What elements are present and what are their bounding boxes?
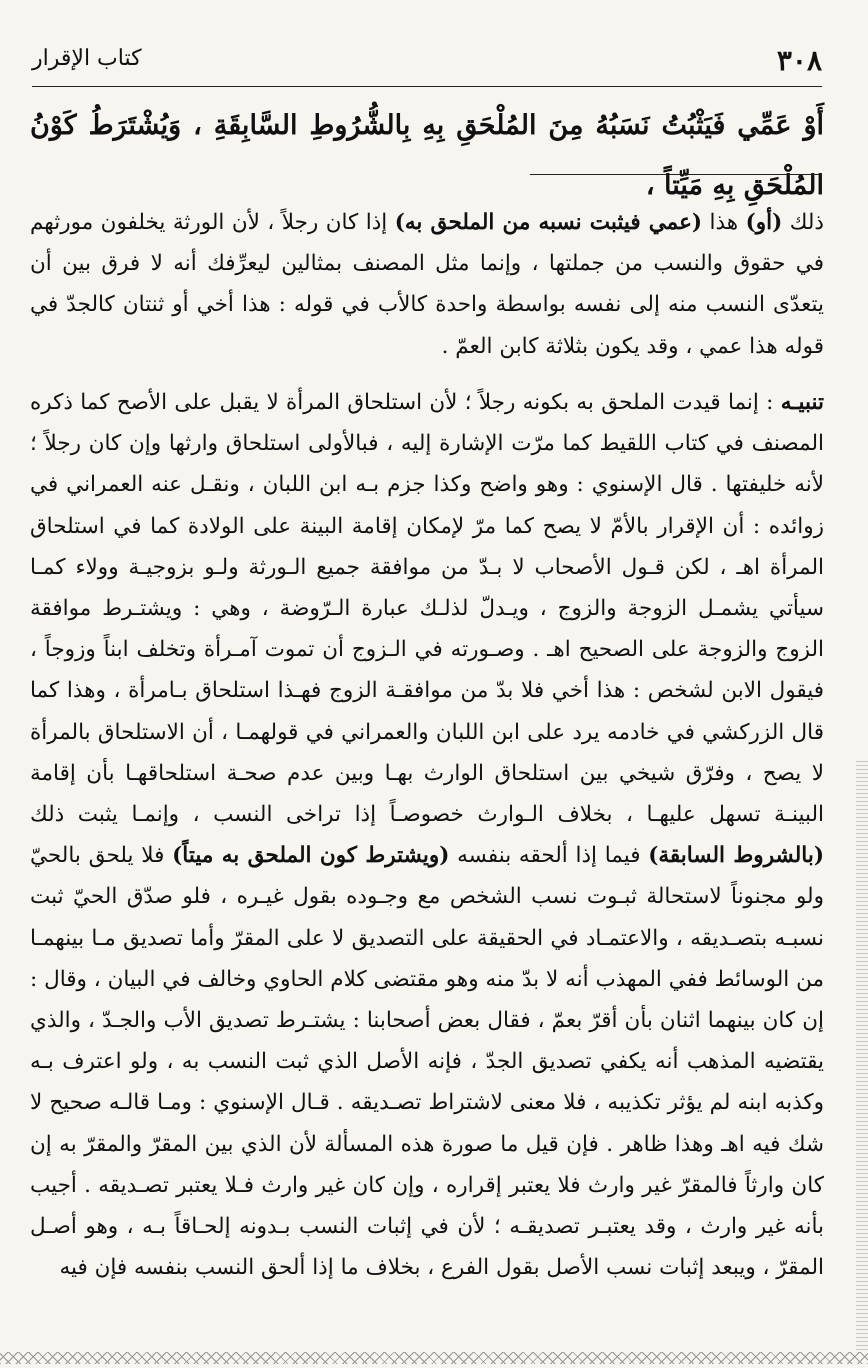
page-edge-shadow [856, 760, 868, 1350]
commentary-paragraph-2 [30, 382, 824, 1288]
bold-run: (بالشروط السابقة) [648, 843, 824, 869]
bold-run: (ويشترط كون الملحق به ميتاً) [172, 843, 450, 869]
page-number: ٣٠٨ [776, 44, 822, 77]
text-run: إذا كان رجلاً ، لأن الورثة يخلفون مورثهم في حقوق والنسب من جملتها ، وإنما مثل المصنف بمثالين ليعرِّفك أنه لا فرق بين أن يتعدّى النسب منه إلى نفسه بواسطة واحدة كالأب في قوله : هذا أخي أو ثنتان كالجدّ في قوله هذا عمي ، وقد يكون بثلاثة كابن العمّ . [30, 210, 824, 359]
commentary-paragraph-1 [30, 202, 824, 367]
text-run: فلا يلحق بالحيّ ولو مجنوناً لاستحالة ثبـوت نسب الشخص مع وجـوده بقول غيـره ، فلو صدّق الحيّ ثبت نسبـه بتصـديقه ، والاعتمـاد في الحقيقة على التصديق لا على المقرّ وأما تصديق مـا بينهمـا من الوسائط ففي المهذب أنه لا بدّ منه وهو مقتضى كلام الحاوي وخالف في البيان ، وقال : إن كان بينهما اثنان بأن أقرّ بعمّ ، فقال بعض أصحابنا : يشتـرط تصديق الأب والجـدّ ، والذي يقتضيه المذهب أنه يكفي تصديق الجدّ ، فإنه الأصل الذي ثبت النسب به ، ولو اعترف بـه وكذبه ابنه لم يؤثر تكذيبه ، فلا معنى لاشتراط تصـديقه . قـال الإسنوي : ومـا قالـه صحيح لا شك فيه اهـ وهذا ظاهر . فإن قيل ما صورة هذه المسألة لأن الذي بين المقرّ والمقرّ به إن كان وارثاً فالمقرّ غير وارث فلا يعتبر إقراره ، وإن كان غير وارث فـلا يعتبر تصـديقه . أجيب بأنه غير وارث ، وقد يعتبـر تصديقـه ؛ لأن في إثبات النسب بـدونه إلحـاقاً بـه ، وهو أصـل المقرّ ، ويبعد إثبات نسب الأصل بقول الفرع ، بخلاف ما إذا ألحق النسب بنفسه فإن فيه [30, 843, 824, 1281]
bold-run: (عمي فيثبت نسبه من الملحق به) [394, 210, 703, 235]
decorative-footer-border [0, 1352, 868, 1364]
page-header [32, 40, 822, 87]
book-title: كتاب الإقرار [32, 46, 142, 71]
text-run: ذلك [782, 210, 824, 235]
matn-divider [530, 174, 822, 175]
text-run: هذا [702, 210, 746, 235]
text-run: فيما إذا ألحقه بنفسه [449, 843, 649, 869]
matn-text: أَوْ عَمِّي فَيَثْبُتُ نَسَبُهُ مِنَ المُلْحَقِ بِهِ بِالشُّرُوطِ السَّابِقَةِ ، وَيُشْتَرَطُ كَوْنُ المُلْحَقِ بِهِ مَيِّتاً ، [30, 110, 824, 201]
text-run: : إنما قيدت الملحق به بكونه رجلاً ؛ لأن استلحاق المرأة لا يقبل على الأصح كما ذكره المصنف في كتاب اللقيط كما مرّت الإشارة إليه ، فبالأولى استلحاق وارثها وإن كان رجلاً ؛ لأنه خليفتها . قال الإسنوي : وهو واضح وكذا جزم بـه ابن اللبان ، ونقـل عنه العمراني في زوائده : أن الإقرار بالأمّ لا يصح كما مرّ لإمكان إقامة البينة على الولادة كما في استلحاق المرأة اهـ ، لكن قـول الأصحاب لا بـدّ من موافقة جميع الـورثة ولـو بزوجيـة وولاء كمـا سيأتي يشمـل الزوجة والزوج ، ويـدلّ لذلـك عبارة الـرّوضة ، وهي : ويشتـرط موافقة الزوج والزوجة على الصحيح اهـ . وصـورته في الـزوج أن تموت آمـرأة وتخلف ابناً وزوجاً ، فيقول الابن لشخص : هذا أخي فلا بدّ من موافقـة الزوج فهـذا استلحاق بـامرأة ، وهذا كما قال الزركشي في خادمه يرد على ابن اللبان والعمراني في قولهمـا ، أن الاستلحاق بالمرأة لا يصح ، وفرّق شيخي بين استلحاق الوارث بهـا وبين عدم صحـة استلحاقهـا بأن إقامة البينـة تسهل عليهـا ، بخلاف الـوارث خصوصـاً إذا تراخى النسب ، وإنمـا يثبت ذلك [30, 390, 824, 828]
bold-run: (أو) [745, 210, 783, 235]
note-heading: تنبيـه [780, 390, 824, 415]
